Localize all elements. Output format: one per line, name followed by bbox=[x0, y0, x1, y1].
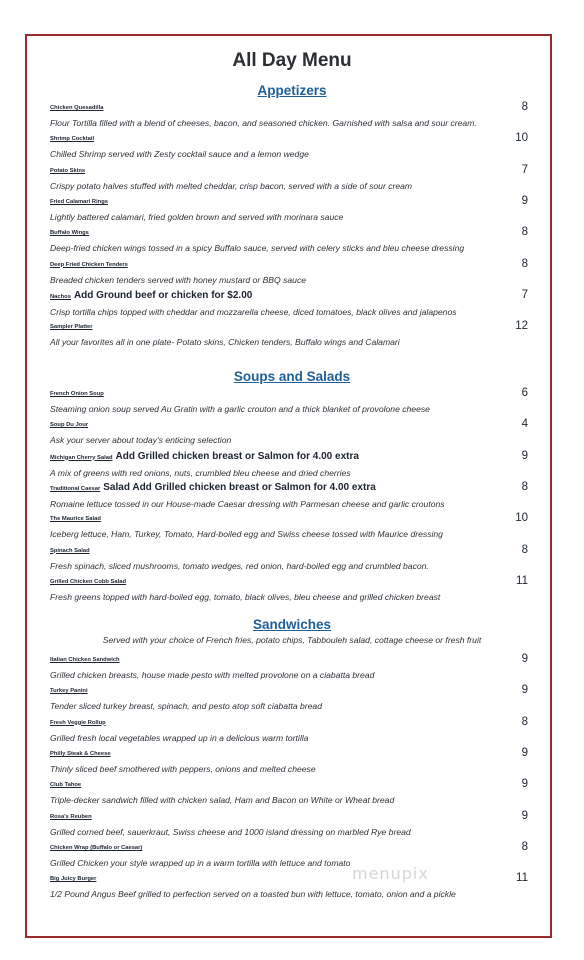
menu-item-price: 7 bbox=[521, 163, 528, 176]
menu-item-price: 12 bbox=[515, 320, 528, 333]
menu-item bbox=[50, 653, 528, 681]
menu-item-price: 9 bbox=[521, 653, 528, 665]
menu-item-name: Club Tahoe bbox=[50, 782, 82, 789]
menu-item bbox=[50, 512, 528, 540]
menu-item bbox=[50, 387, 528, 415]
menu-item-title-line bbox=[50, 747, 528, 761]
menu-item-description: Flour Tortilla filled with a blend of cheeses, bacon, and seasoned chicken. Garnished with salsa and sour cream. bbox=[50, 118, 477, 128]
menu-item-name: Soup Du Jour bbox=[50, 422, 88, 429]
menu-item-price: 9 bbox=[521, 194, 528, 207]
menu-item-description: Breaded chicken tenders served with honey mustard or BBQ sauce bbox=[50, 274, 307, 285]
menu-item bbox=[50, 747, 528, 775]
menu-item-name: Big Juicy Burger bbox=[50, 876, 97, 883]
menu-item-title-line bbox=[50, 320, 528, 334]
menu-item-title-line bbox=[50, 810, 528, 824]
menu-item-price: 8 bbox=[521, 257, 528, 270]
menu-item-price: 8 bbox=[521, 840, 528, 853]
menu-item-name: Deep Fried Chicken Tenders bbox=[50, 261, 128, 268]
menu-item-price: 11 bbox=[516, 574, 528, 587]
menu-item-description: Crisp tortilla chips topped with cheddar and mozzarella cheese, diced tomatoes, black olives and jalapenos bbox=[50, 306, 457, 317]
menu-item-name: Fried Calamari Rings bbox=[50, 198, 108, 205]
menu-item bbox=[50, 841, 528, 869]
menu-item-description: 1/2 Pound Angus Beef grilled to perfection served on a toasted bun with lettuce, tomato, onion and a pickle bbox=[50, 889, 456, 900]
menu-item bbox=[50, 575, 528, 603]
menu-item-price: 9 bbox=[521, 809, 528, 822]
menu-item-title-line bbox=[50, 387, 528, 401]
menu-item-title-line bbox=[50, 195, 528, 209]
menu-title: All Day Menu bbox=[232, 50, 352, 71]
menu-item-description: Deep-fried chicken wings tossed in a spicy Buffalo sauce, served with celery sticks and bleu cheese dressing bbox=[50, 243, 465, 254]
menu-item-title-line bbox=[50, 258, 528, 272]
menu-item-name: Michigan Cherry Salad bbox=[50, 454, 113, 461]
menu-item-name: Buffalo Wings bbox=[50, 230, 89, 237]
menu-item-title-line bbox=[50, 653, 528, 667]
menu-item-addon: Add Ground beef or chicken for $2.00 bbox=[73, 289, 253, 301]
menu-item-price: 8 bbox=[521, 226, 528, 239]
watermark-logo: menupix bbox=[352, 864, 429, 883]
menu-item-price: 8 bbox=[521, 480, 528, 493]
menu-item-price: 11 bbox=[516, 872, 528, 885]
menu-item-name: French Onion Soup bbox=[50, 391, 104, 397]
menu-item-price: 9 bbox=[521, 746, 528, 759]
menu-item-title-line bbox=[50, 481, 528, 496]
menu-item-price: 9 bbox=[521, 684, 528, 697]
menu-item-description: Tender sliced turkey breast, spinach, and pesto atop soft ciabatta bread bbox=[50, 701, 322, 712]
menu-item-description: Fresh spinach, sliced mushrooms, tomato wedges, red onion, hard-boiled egg and crumbled bacon. bbox=[50, 560, 429, 571]
menu-item-name: Traditional Caesar bbox=[50, 485, 101, 492]
menu-item-title-line bbox=[50, 450, 528, 465]
menu-item-description: Fresh greens topped with hard-boiled egg, tomato, black olives, bleu cheese and grilled chicken breast bbox=[50, 591, 441, 602]
menu-item-description: Lightly battered calamari, fried golden brown and served with morinara sauce bbox=[50, 211, 344, 222]
menu-item-description: All your favorites all in one plate- Potato skins, Chicken tenders, Buffalo wings and Calamari bbox=[50, 337, 400, 348]
menu-item-name: The Maurice Salad bbox=[50, 516, 101, 523]
menu-item-title-line bbox=[50, 226, 528, 240]
menu-item-name: Sampler Platter bbox=[50, 324, 93, 331]
menu-item bbox=[50, 544, 528, 572]
section-title-soups-and-salads: Soups and Salads bbox=[233, 369, 351, 384]
menu-item-description: Thinly sliced beef smothered with peppers, onions and melted cheese bbox=[50, 763, 316, 774]
menu-item-title-line bbox=[50, 684, 528, 698]
menu-item-description: Ask your server about today's enticing selection bbox=[50, 435, 232, 446]
menu-item-price: 10 bbox=[515, 512, 528, 525]
menu-item bbox=[50, 258, 528, 286]
menu-item-description: Crispy potato halves stuffed with melted cheddar, crisp bacon, served with a side of sour cream bbox=[50, 180, 413, 191]
menu-item bbox=[50, 810, 528, 838]
menu-item bbox=[50, 226, 528, 254]
menu-item bbox=[50, 716, 528, 744]
menu-item bbox=[50, 101, 528, 129]
menu-item bbox=[50, 778, 528, 806]
menu-item-price: 8 bbox=[521, 101, 528, 113]
menu-item-addon: Add Grilled chicken breast or Salmon for 4.00 extra bbox=[115, 450, 359, 462]
menu-item bbox=[50, 418, 528, 446]
menu-item-title-line bbox=[50, 132, 528, 146]
menu-item-name: Potato Skins bbox=[50, 167, 86, 174]
menu-item-title-line bbox=[50, 544, 528, 558]
menu-item-price: 9 bbox=[521, 449, 528, 462]
menu-item bbox=[50, 132, 528, 160]
menu-item-title-line bbox=[50, 101, 528, 115]
sandwich-sides-note: Served with your choice of French fries, potato chips, Tabbouleh salad, cottage cheese or fresh fruit bbox=[102, 635, 482, 645]
menu-item bbox=[50, 164, 528, 192]
menu-item-description: A mix of greens with red onions, nuts, crumbled bleu cheese and dried cherries bbox=[50, 467, 351, 478]
menu-item-name: Fresh Veggie Rollup bbox=[50, 719, 106, 726]
menu-item-name: Philly Steak & Cheese bbox=[50, 750, 111, 757]
menu-item-price: 6 bbox=[521, 387, 528, 399]
menu-item-name: Turkey Panini bbox=[50, 688, 88, 695]
menu-item-name: Chicken Quesadilla bbox=[50, 105, 104, 111]
menu-item-price: 9 bbox=[521, 778, 528, 791]
menu-item-price: 7 bbox=[521, 288, 528, 301]
menu-item-description: Triple-decker sandwich filled with chicken salad, Ham and Bacon on White or Wheat bread bbox=[50, 795, 395, 806]
menu-item-name: Nachos bbox=[50, 293, 71, 300]
menu-item-price: 10 bbox=[515, 132, 528, 145]
menu-item-price: 4 bbox=[521, 418, 528, 431]
menu-item-description: Romaine lettuce tossed in our House-made Caesar dressing with Parmesan cheese and garlic croutons bbox=[50, 498, 445, 509]
menu-item bbox=[50, 450, 528, 479]
menu-item-description: Grilled chicken breasts, house made pesto with melted provolone on a ciabatta bread bbox=[50, 670, 375, 680]
menu-item-name: Shrimp Cocktail bbox=[50, 136, 95, 143]
section-title-appetizers: Appetizers bbox=[257, 83, 327, 98]
menu-item-name: Italian Chicken Sandwich bbox=[50, 657, 120, 663]
menu-item-title-line bbox=[50, 289, 528, 304]
menu-item-title-line bbox=[50, 778, 528, 792]
menu-item-addon: Salad Add Grilled chicken breast or Salmon for 4.00 extra bbox=[103, 481, 376, 493]
menu-item-description: Grilled corned beef, sauerkraut, Swiss cheese and 1000 island dressing on marbled Rye bread bbox=[50, 826, 411, 837]
menu-item-title-line bbox=[50, 716, 528, 730]
menu-item bbox=[50, 320, 528, 348]
menu-item-description: Grilled fresh local vegetables wrapped up in a delicious warm tortilla bbox=[50, 732, 309, 743]
menu-item-name: Spinach Salad bbox=[50, 547, 90, 554]
menu-item-title-line bbox=[50, 418, 528, 432]
menu-item-price: 8 bbox=[521, 715, 528, 728]
menu-item-name: Chicken Wrap (Buffalo or Caesar) bbox=[50, 844, 143, 851]
menu-item-title-line bbox=[50, 575, 528, 589]
menu-item-description: Chilled Shrimp served with Zesty cocktail sauce and a lemon wedge bbox=[50, 149, 309, 160]
menu-item-name: Rosa's Reuben bbox=[50, 813, 92, 820]
section-title-sandwiches: Sandwiches bbox=[252, 617, 332, 632]
menu-item bbox=[50, 481, 528, 510]
menu-item-description: Grilled Chicken your style wrapped up in a warm tortilla with lettuce and tomato bbox=[50, 857, 351, 868]
menu-item bbox=[50, 872, 528, 900]
menu-item-description: Steaming onion soup served Au Gratin with a garlic crouton and a thick blanket of provolone cheese bbox=[50, 404, 430, 414]
menu-item-title-line bbox=[50, 512, 528, 526]
menu-item-price: 8 bbox=[521, 543, 528, 556]
menu-item-description: Iceberg lettuce, Ham, Turkey, Tomato, Hard-boiled egg and Swiss cheese tossed with Maurice dressing bbox=[50, 529, 443, 540]
menu-item-title-line bbox=[50, 841, 528, 855]
menu-item bbox=[50, 195, 528, 223]
menu-item-name: Grilled Chicken Cobb Salad bbox=[50, 578, 127, 585]
menu-item bbox=[50, 684, 528, 712]
menu-item-title-line bbox=[50, 872, 528, 886]
menu-item-title-line bbox=[50, 164, 528, 178]
menu-item bbox=[50, 289, 528, 318]
